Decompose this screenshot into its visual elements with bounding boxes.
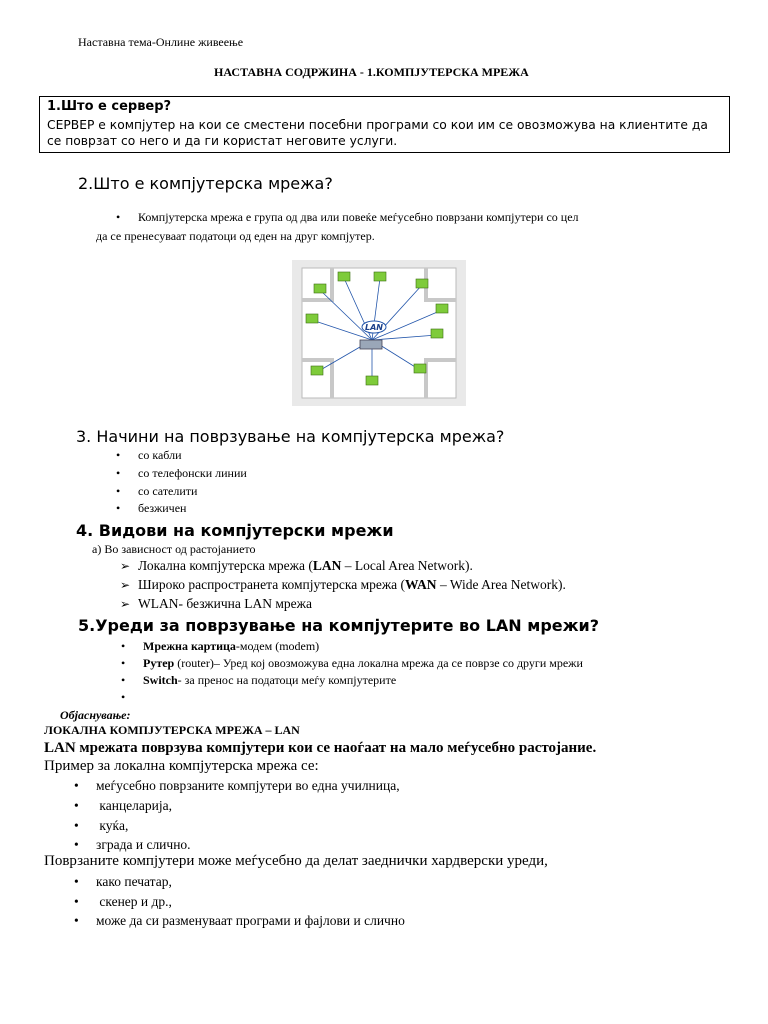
lan-type-item bbox=[138, 558, 473, 574]
lan-definition: LAN мрежата поврзува компјутери кои се наоѓаат на мало меѓусебно растојание. bbox=[44, 740, 597, 756]
section-2-heading bbox=[78, 174, 333, 193]
server-definition-box bbox=[39, 96, 730, 153]
network-definition-bullet: • Компјутерска мрежа е група од два или повеќе меѓусебно поврзани компјутери со цел bbox=[138, 210, 579, 225]
device-item-network-card bbox=[143, 639, 319, 654]
lan-abbrev: LAN bbox=[312, 558, 342, 573]
shared-devices-intro: Поврзаните компјутери може меѓусебно да делат заеднички хардверски уреди, bbox=[44, 853, 548, 869]
router-desc: (router)– Уред кој овозможува една локална мрежа да се поврзе со други мрежи bbox=[174, 656, 583, 670]
distance-subheading: а) Во зависност од растојанието bbox=[92, 542, 256, 556]
list-item: • со кабли bbox=[138, 448, 182, 463]
section-3-number: 3. bbox=[76, 427, 92, 446]
section-4-heading bbox=[76, 521, 394, 540]
topic-line: Наставна тема-Онлине живеење bbox=[78, 35, 244, 49]
list-item: • со сателити bbox=[138, 484, 197, 499]
network-definition-cont: да се пренесуваат податоци од еден на друг компјутер. bbox=[96, 229, 375, 243]
computer-icon bbox=[414, 364, 426, 373]
computer-icon bbox=[431, 329, 443, 338]
explanation-label: Објаснување: bbox=[60, 708, 131, 722]
section-5-number: 5. bbox=[78, 616, 96, 635]
wan-post: – Wide Area Network). bbox=[436, 577, 566, 592]
section-4-title: Видови на компјутерски мрежи bbox=[98, 521, 394, 540]
computer-icon bbox=[374, 272, 386, 281]
wlan-type-item: ➢ WLAN- безжична LAN мрежа bbox=[138, 596, 312, 612]
server-line-2: се поврзат со него и да ги користат неговите услуги. bbox=[47, 134, 398, 148]
network-card-term: Мрежна картица bbox=[143, 639, 236, 653]
server-line-1: СЕРВЕР е компјутер на кои се сместени посебни програми со кои им се овозможува на клиентите да bbox=[47, 118, 708, 132]
list-item: • меѓусебно поврзаните компјутери во една училница, bbox=[96, 778, 400, 794]
switch-desc: - за пренос на податоци меѓу компјутерите bbox=[177, 673, 397, 687]
computer-icon bbox=[311, 366, 323, 375]
network-card-desc: -модем (modem) bbox=[235, 639, 320, 653]
section-2-title: Што е компјутерска мрежа? bbox=[93, 174, 333, 193]
section-5-title: Уреди за поврзување на компјутерите во LAN мрежи? bbox=[95, 616, 600, 635]
device-item-switch bbox=[143, 673, 396, 688]
computer-icon bbox=[416, 279, 428, 288]
list-item: • може да си разменуваат програми и фајлови и слично bbox=[96, 913, 405, 929]
computer-icon bbox=[366, 376, 378, 385]
page-title: НАСТАВНА СОДРЖИНА - 1.КОМПЈУТЕРСКА МРЕЖА bbox=[214, 65, 529, 79]
router-term: Рутер bbox=[143, 656, 175, 670]
section-3-title: Начини на поврзување на компјутерска мрежа? bbox=[96, 427, 505, 446]
lan-network-diagram bbox=[292, 260, 466, 406]
list-item: • зграда и слично. bbox=[96, 837, 191, 853]
lan-diagram-label: LAN bbox=[365, 323, 383, 332]
example-intro: Пример за локална компјутерска мрежа се: bbox=[44, 758, 319, 774]
wan-abbrev: WAN bbox=[405, 577, 437, 592]
server-heading: 1.Што е сервер? bbox=[47, 99, 172, 114]
list-item: • со телефонски линии bbox=[138, 466, 247, 481]
computer-icon bbox=[306, 314, 318, 323]
device-item-router bbox=[143, 656, 583, 671]
computer-icon bbox=[436, 304, 448, 313]
lan-pre: Локална компјутерска мрежа ( bbox=[138, 558, 313, 573]
wan-pre: Широко распространета компјутерска мрежа ( bbox=[138, 577, 406, 592]
computer-icon bbox=[314, 284, 326, 293]
wan-type-item bbox=[138, 577, 566, 593]
lan-post: – Local Area Network). bbox=[341, 558, 473, 573]
list-item: • скенер и др., bbox=[96, 894, 172, 910]
computer-icon bbox=[338, 272, 350, 281]
list-item: • како печатар, bbox=[96, 874, 172, 890]
section-5-heading bbox=[78, 616, 599, 635]
switch-term: Switch bbox=[143, 673, 178, 687]
list-item: • куќа, bbox=[96, 818, 128, 834]
list-item: • безжичен bbox=[138, 501, 186, 516]
section-3-heading bbox=[76, 427, 504, 446]
switch-icon bbox=[360, 340, 382, 349]
section-2-number: 2. bbox=[78, 174, 94, 193]
list-item: • канцеларија, bbox=[96, 798, 172, 814]
section-4-number: 4. bbox=[76, 521, 94, 540]
explanation-title: ЛОКАЛНА КОМПЈУТЕРСКА МРЕЖА – LAN bbox=[44, 723, 300, 737]
